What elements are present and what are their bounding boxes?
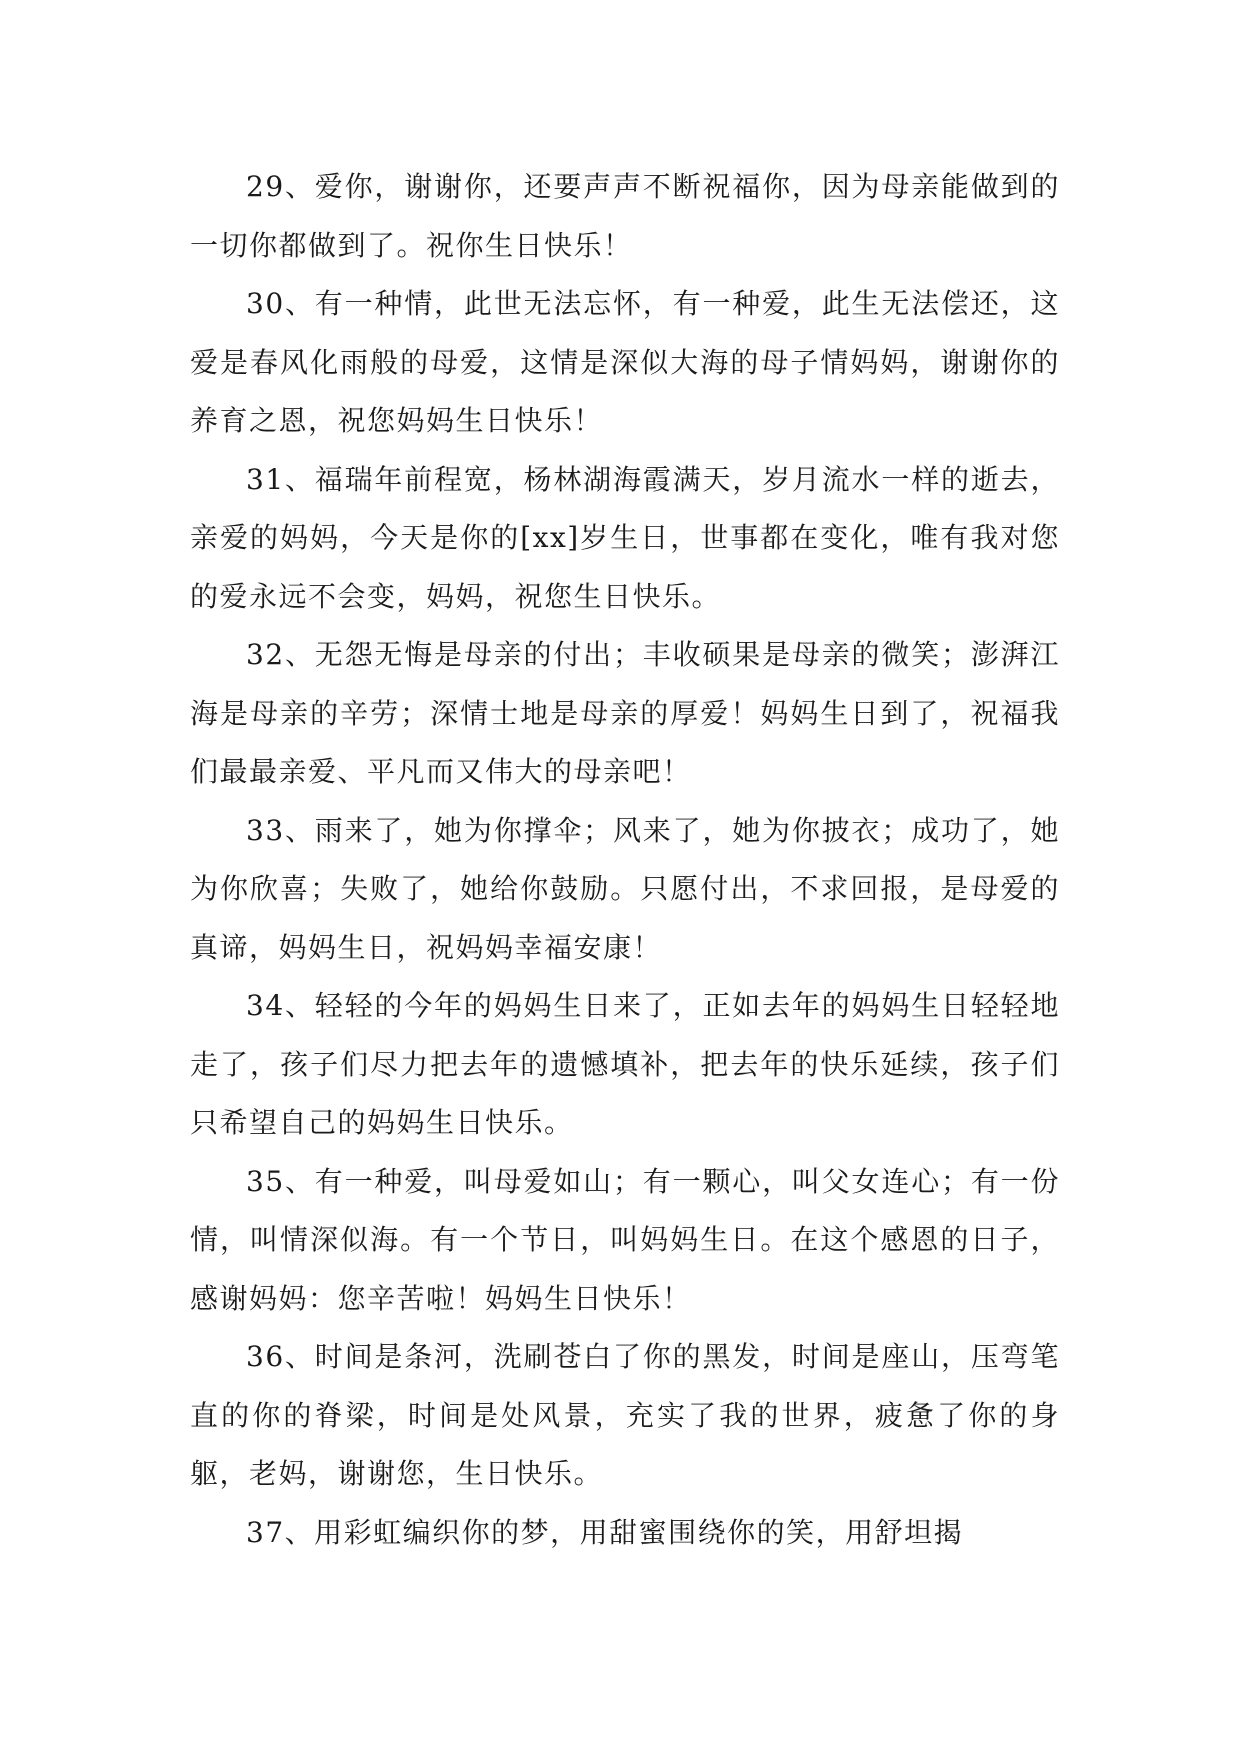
paragraph-37: 37、用彩虹编织你的梦，用甜蜜围绕你的笑，用舒坦揭 xyxy=(246,1515,964,1549)
paragraph-30: 30、有一种情，此世无法忘怀，有一种爱，此生无法偿还，这爱是春风化雨般的母爱，这情是深似大海的母子情妈妈，谢谢你的养育之恩，祝您妈妈生日快乐！ xyxy=(190,287,1060,437)
paragraph-29: 29、爱你，谢谢你，还要声声不断祝福你，因为母亲能做到的一切你都做到了。祝你生日快乐！ xyxy=(190,170,1060,262)
paragraph-33: 33、雨来了，她为你撑伞；风来了，她为你披衣；成功了，她为你欣喜；失败了，她给你鼓励。只愿付出，不求回报，是母爱的真谛，妈妈生日，祝妈妈幸福安康！ xyxy=(190,813,1060,964)
paragraph-34: 34、轻轻的今年的妈妈生日来了，正如去年的妈妈生日轻轻地走了，孩子们尽力把去年的遗憾填补，把去年的快乐延续，孩子们只希望自己的妈妈生日快乐。 xyxy=(190,989,1060,1139)
paragraph-36: 36、时间是条河，洗刷苍白了你的黑发，时间是座山，压弯笔直的你的脊梁，时间是处风景，充实了我的世界，疲惫了你的身躯，老妈，谢谢您，生日快乐。 xyxy=(190,1340,1060,1490)
paragraph-35: 35、有一种爱，叫母爱如山；有一颗心，叫父女连心；有一份情，叫情深似海。有一个节日，叫妈妈生日。在这个感恩的日子，感谢妈妈：您辛苦啦！妈妈生日快乐！ xyxy=(190,1164,1060,1315)
paragraph-31: 31、福瑞年前程宽，杨林湖海霞满天，岁月流水一样的逝去，亲爱的妈妈，今天是你的[xx]岁生日，世事都在变化，唯有我对您的爱永远不会变，妈妈，祝您生日快乐。 xyxy=(190,462,1060,613)
paragraph-32: 32、无怨无悔是母亲的付出；丰收硕果是母亲的微笑；澎湃江海是母亲的辛劳；深情士地是母亲的厚爱！妈妈生日到了，祝福我们最最亲爱、平凡而又伟大的母亲吧！ xyxy=(190,638,1060,788)
document-body xyxy=(190,158,1060,1562)
